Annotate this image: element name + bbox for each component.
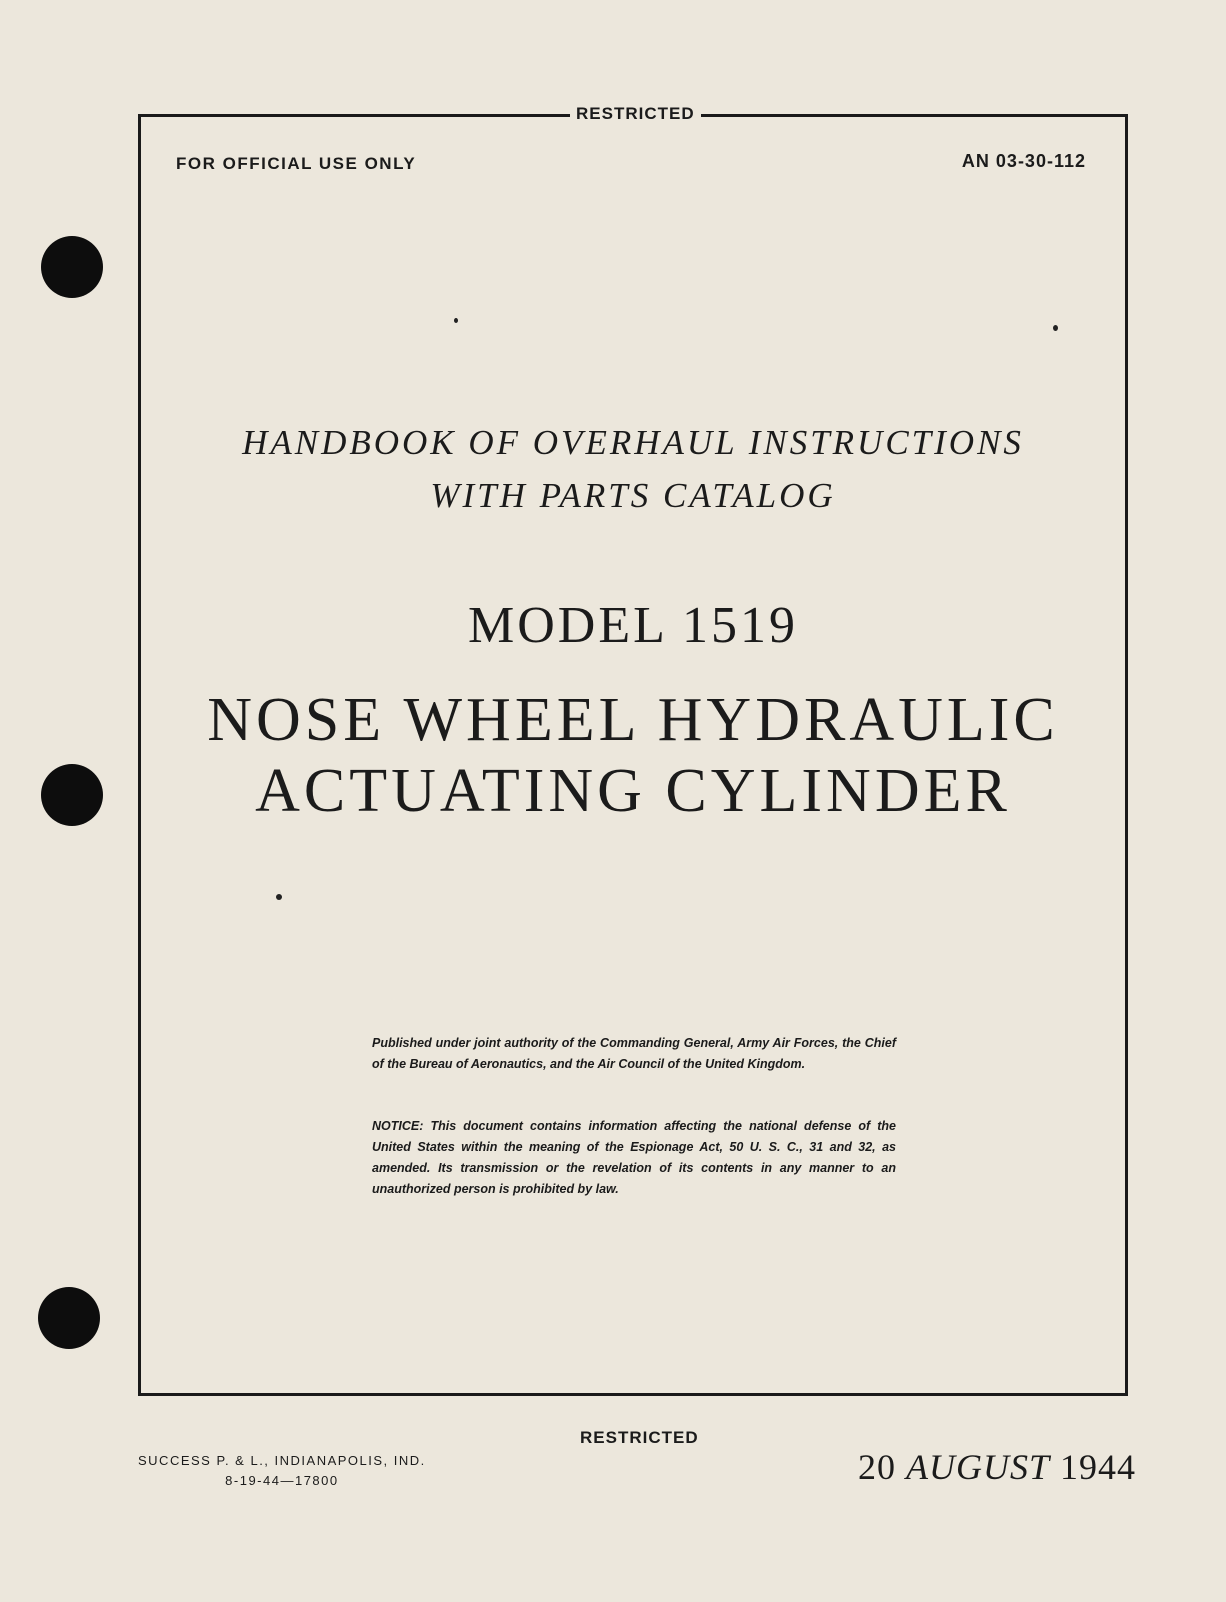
classification-top: RESTRICTED xyxy=(570,104,701,124)
paper-speck xyxy=(454,318,458,323)
punch-hole xyxy=(41,764,103,826)
handbook-title-line-1: HANDBOOK OF OVERHAUL INSTRUCTIONS xyxy=(242,423,1024,462)
publication-date xyxy=(858,1446,1136,1488)
page-border xyxy=(138,114,1128,1396)
espionage-notice: NOTICE: This document contains information affecting the national defense of the United States within the meaning of the Espionage Act, 50 U. S. C., 31 and 32, as amended. Its transmission or the revelation of its contents in any manner to an unauthorized person is prohibited by law. xyxy=(372,1119,896,1196)
printer-name: SUCCESS P. & L., INDIANAPOLIS, IND. xyxy=(138,1453,426,1468)
printer-imprint xyxy=(138,1451,426,1491)
punch-hole xyxy=(41,236,103,298)
publication-authority: Published under joint authority of the Commanding General, Army Air Forces, the Chief of the Bureau of Aeronautics, and the Air Council of the United Kingdom. xyxy=(372,1036,896,1071)
classification-bottom: RESTRICTED xyxy=(574,1428,705,1448)
main-title-line-1: NOSE WHEEL HYDRAULIC xyxy=(207,686,1059,754)
main-title-line-2: ACTUATING CYLINDER xyxy=(255,757,1011,825)
date-month: AUGUST xyxy=(905,1447,1050,1487)
punch-hole xyxy=(38,1287,100,1349)
paper-speck xyxy=(276,894,282,900)
handbook-title-line-2: WITH PARTS CATALOG xyxy=(430,476,836,515)
print-code: 8-19-44—17800 xyxy=(225,1473,339,1488)
paper-speck xyxy=(1053,325,1058,331)
model-title: MODEL 1519 xyxy=(468,597,798,654)
date-year: 1944 xyxy=(1060,1447,1136,1487)
date-day: 20 xyxy=(857,1447,896,1487)
document-number: AN 03-30-112 xyxy=(961,151,1086,171)
distribution-notice: FOR OFFICIAL USE ONLY xyxy=(176,154,417,173)
